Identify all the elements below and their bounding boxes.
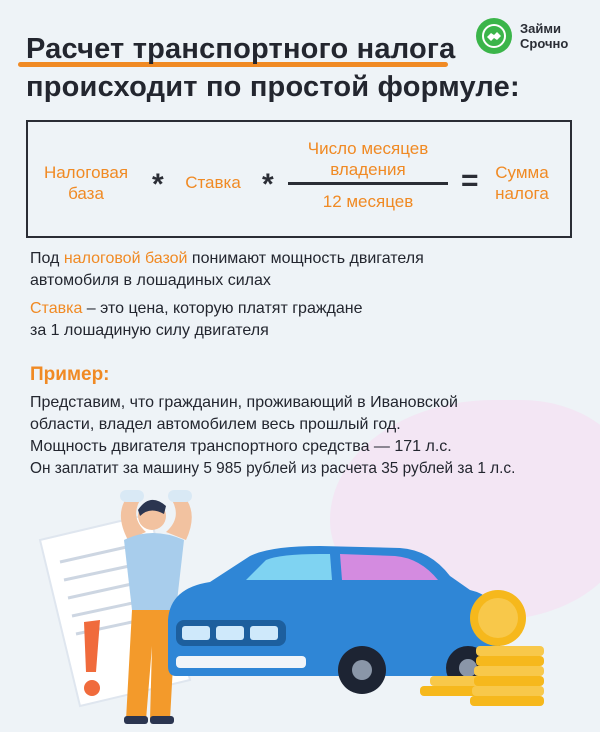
multiply-sign-1: * xyxy=(152,168,164,201)
formula-denominator: 12 месяцев xyxy=(322,192,414,211)
example-title: Пример: xyxy=(30,364,110,385)
formula-rate: Ставка xyxy=(185,173,241,192)
formula-tax-base: Налоговая база xyxy=(43,163,129,203)
car-illustration xyxy=(0,470,600,732)
rate-definition: Ставка – это цена, которую платят граждане за 1 лошадиную силу двигателя xyxy=(30,300,363,339)
brand-name: Займи Срочно xyxy=(520,21,569,51)
fraction-line xyxy=(288,182,448,185)
tax-base-definition: Под налоговой базой понимают мощность двигателя автомобиля в лошадиных силах xyxy=(30,250,424,289)
title-line-2: происходит по простой формуле: xyxy=(26,71,520,103)
equals-sign: = xyxy=(461,164,479,197)
example-line-1: Представим, что гражданин, проживающий в Ивановской xyxy=(30,394,458,411)
multiply-sign-2: * xyxy=(262,168,274,201)
example-line-3: Мощность двигателя транспортного средства — 171 л.с. xyxy=(30,438,452,455)
brand-logo xyxy=(476,18,568,54)
formula-numerator: Число месяцев владения xyxy=(307,139,429,179)
handshake-icon xyxy=(476,18,512,54)
formula-result: Сумма налога xyxy=(495,163,549,203)
page-title xyxy=(26,30,520,106)
example-line-4: Он заплатит за машину 5 985 рублей из расчета 35 рублей за 1 л.с. xyxy=(30,460,516,477)
example-line-2: области, владел автомобилем весь прошлый год. xyxy=(30,416,401,433)
car-icon xyxy=(168,546,500,694)
title-line-1: Расчет транспортного налога xyxy=(26,33,456,65)
